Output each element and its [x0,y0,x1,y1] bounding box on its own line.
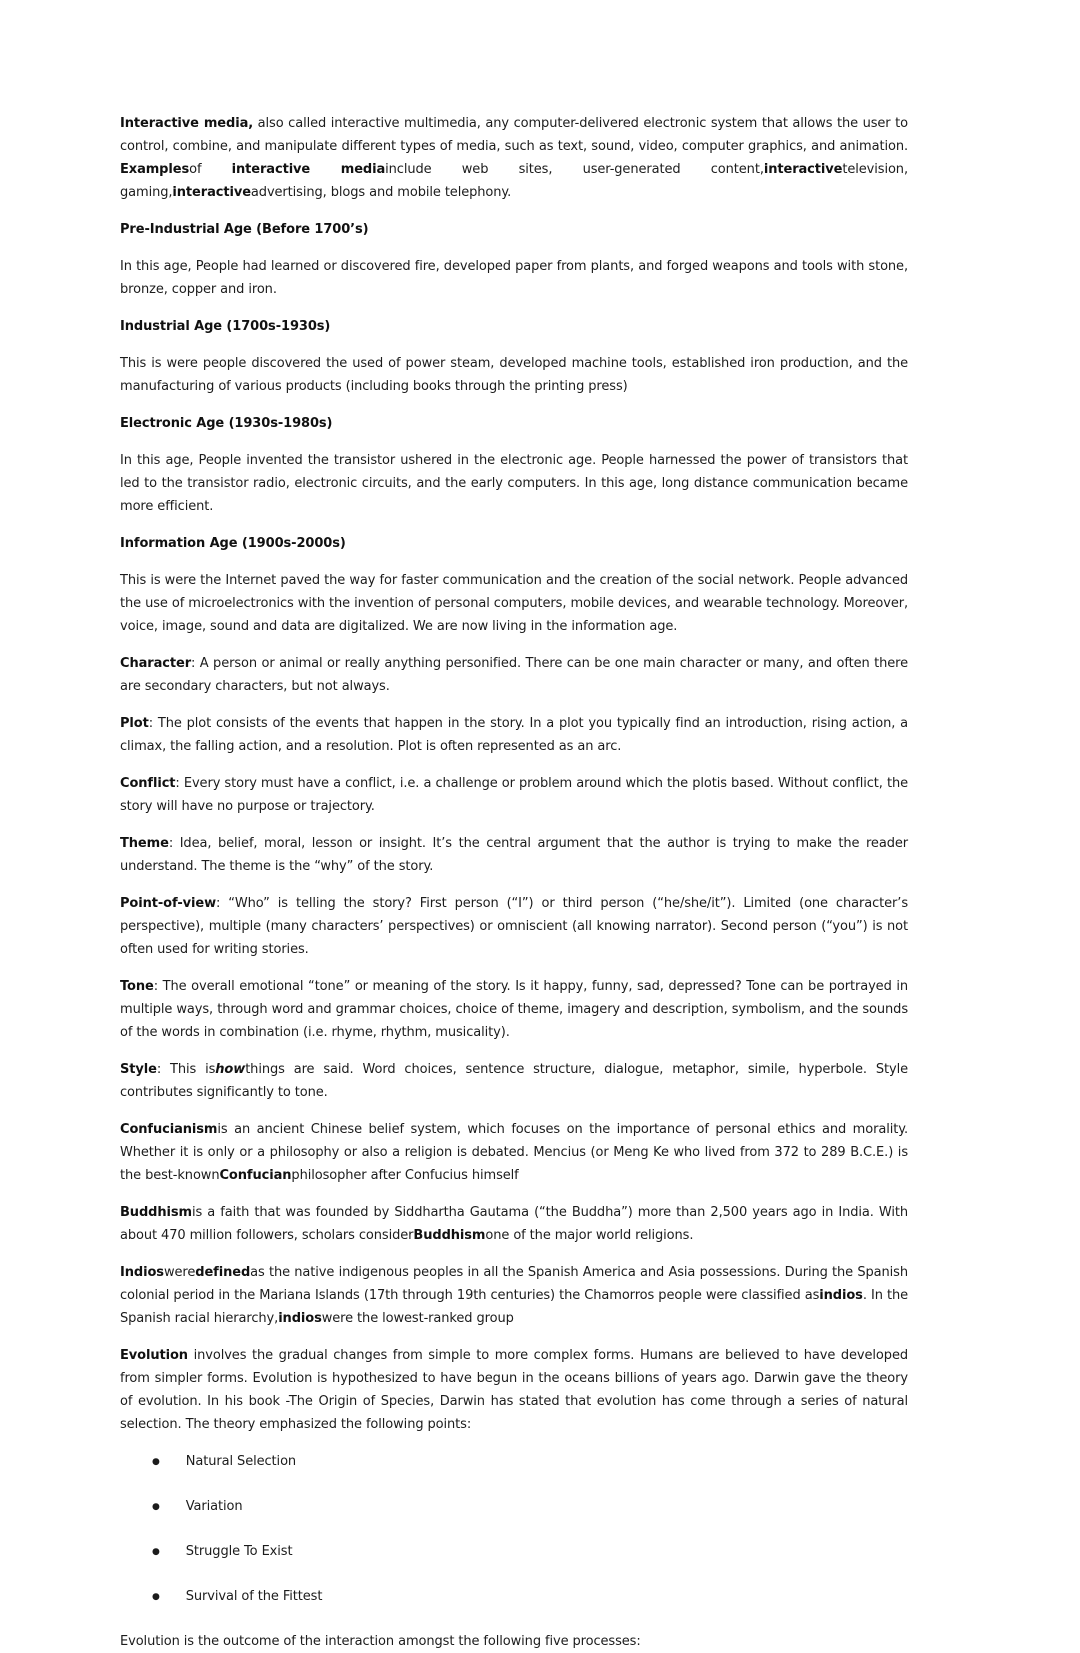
emphasized-text: Character [120,656,191,671]
emphasized-text: interactive [763,162,843,177]
paragraph [120,1344,908,1436]
paragraph [120,772,908,818]
emphasized-text: Theme [120,836,169,851]
body-text: is an ancient Chinese belief system, which focuses on the importance of personal ethics and morality. Whether it is only or a philosophy or also a religion is debated. Mencius (or Meng Ke who lived from 372 to 289 B.C.E.) is the best-known [120,1122,908,1183]
emphasized-text: how [215,1062,246,1077]
list-item-text: Variation [185,1499,243,1514]
paragraph [120,449,908,518]
emphasized-text: Conflict [120,776,176,791]
emphasized-text: Tone [120,979,154,994]
body-text: This is were the Internet paved the way for faster communication and the creation of the social network. People advanced the use of microelectronics with the invention of personal computers, mobile devices, and wearable technology. Moreover, voice, image, sound and data are digitalized. We are now living in the information age. [120,573,908,634]
emphasized-text: Indios [120,1265,164,1280]
section-heading: Pre-Industrial Age (Before 1700’s) [120,222,369,237]
list-item [120,1585,908,1609]
paragraph [120,1261,908,1330]
bullet-icon: ● [152,1457,160,1467]
section-heading: Information Age (1900s-2000s) [120,536,346,551]
list-item [120,1450,908,1474]
emphasized-text: Point-of-view [120,896,216,911]
paragraph [120,712,908,758]
paragraph [120,352,908,398]
body-text: This is were people discovered the used of power steam, developed machine tools, established iron production, and the manufacturing of various products (including books through the printing press) [120,356,908,394]
paragraph [120,569,908,638]
body-text: things are said. Word choices, sentence structure, dialogue, metaphor, simile, hyperbole. Style contributes significantly to tone. [120,1062,908,1100]
emphasized-text: interactive [172,185,251,200]
emphasized-text: Evolution [120,1348,188,1363]
body-text: : A person or animal or really anything personified. There can be one main character or many, and often there are secondary characters, but not always. [120,656,908,694]
body-text: were [163,1265,196,1280]
section-heading: Electronic Age (1930s-1980s) [120,416,333,431]
paragraph [120,255,908,301]
paragraph [120,652,908,698]
body-text: : “Who” is telling the story? First person (“I”) or third person (“he/she/it”). Limited (one character’s perspective), multiple (many characters’ perspectives) or omniscient (all knowing narrator). Second person (“you”) is not often used for writing stories. [120,896,908,957]
emphasized-text: indios [819,1288,863,1303]
body-text: involves the gradual changes from simple to more complex forms. Humans are believed to have developed from simpler forms. Evolution is hypothesized to have begun in the oceans billions of years ago. Darwin gave the theory of evolution. In his book -The Origin of Species, Darwin has stated that evolution has come through a series of natural selection. The theory emphasized the following points: [120,1348,908,1432]
bullet-icon: ● [152,1502,160,1512]
body-text: : This is [156,1062,216,1077]
body-text: were the lowest-ranked group [321,1311,514,1326]
emphasized-text: Interactive media, [120,116,254,131]
list-item [120,1495,908,1519]
paragraph [120,892,908,961]
body-text: : Idea, belief, moral, lesson or insight. It’s the central argument that the author is trying to make the reader understand. The theme is the “why” of the story. [120,836,908,874]
body-text: In this age, People had learned or discovered fire, developed paper from plants, and forged weapons and tools with stone, bronze, copper and iron. [120,259,908,297]
body-text: : The plot consists of the events that happen in the story. In a plot you typically find an introduction, rising action, a climax, the falling action, and a resolution. Plot is often represented as an arc. [120,716,908,754]
bullet-icon: ● [152,1592,160,1602]
paragraph [120,1118,908,1187]
paragraph [120,1201,908,1247]
body-text: : The overall emotional “tone” or meaning of the story. Is it happy, funny, sad, depressed? Tone can be portrayed in multiple ways, through word and grammar choices, choice of theme, imagery and description, symbolism, and the sounds of the words in combination (i.e. rhyme, rhythm, musicality). [120,979,908,1040]
paragraph [120,1630,908,1653]
list-item-text: Survival of the Fittest [185,1589,323,1604]
bullet-icon: ● [152,1547,160,1557]
emphasized-text: Plot [120,716,149,731]
emphasized-text: Confucian [219,1168,292,1183]
paragraph [120,1058,908,1104]
section-heading: Industrial Age (1700s-1930s) [120,319,331,334]
list-item-text: Natural Selection [185,1454,297,1469]
paragraph [120,975,908,1044]
document-body [120,112,908,1653]
emphasized-text: defined [195,1265,251,1280]
list-item [120,1540,908,1564]
body-text: also called interactive multimedia, any computer-delivered electronic system that allows the user to control, combine, and manipulate different types of media, such as text, sound, video, computer graphics, and animation. [120,116,908,154]
emphasized-text: indios [278,1311,322,1326]
paragraph [120,112,908,204]
body-text: Evolution is the outcome of the interaction amongst the following five processes: [120,1634,641,1649]
body-text: philosopher after Confucius himself [291,1168,519,1183]
body-text: one of the major world religions. [485,1228,694,1243]
emphasized-text: Confucianism [120,1122,218,1137]
emphasized-text: Style [120,1062,157,1077]
emphasized-text: Examples [120,162,190,177]
emphasized-text: Buddhism [120,1205,192,1220]
body-text: is a faith that was founded by Siddhartha Gautama (“the Buddha”) more than 2,500 years ago in India. With about 470 million followers, scholars consider [120,1205,908,1243]
body-text: television, gaming, [120,162,908,200]
body-text: advertising, blogs and mobile telephony. [250,185,512,200]
list-item-text: Struggle To Exist [185,1544,293,1559]
emphasized-text: interactive media [231,162,386,177]
body-text: . In the Spanish racial hierarchy, [120,1288,908,1326]
emphasized-text: Buddhism [413,1228,486,1243]
body-text: of [189,162,232,177]
body-text: include web sites, user-generated content, [385,162,764,177]
paragraph [120,832,908,878]
body-text: In this age, People invented the transistor ushered in the electronic age. People harnessed the power of transistors that led to the transistor radio, electronic circuits, and the early computers. In this age, long distance communication became more efficient. [120,453,908,514]
body-text: as the native indigenous peoples in all the Spanish America and Asia possessions. During the Spanish colonial period in the Mariana Islands (17th through 19th centuries) the Chamorros people were classified as [120,1265,908,1303]
body-text: : Every story must have a conflict, i.e. a challenge or problem around which the plotis based. Without conflict, the story will have no purpose or trajectory. [120,776,908,814]
